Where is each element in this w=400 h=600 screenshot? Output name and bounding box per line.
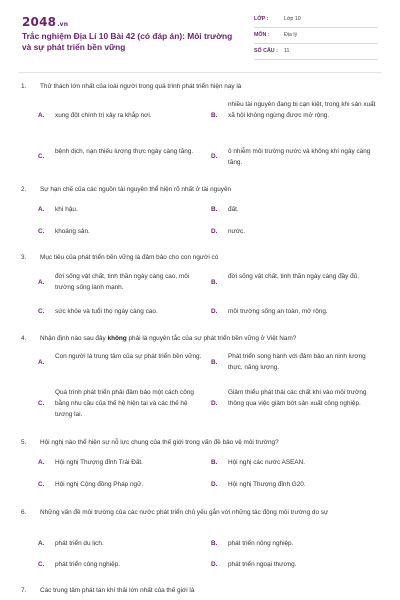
- option-letter: C.: [38, 308, 45, 315]
- option-text: đời sống vật chất, tinh thần ngày càng đầy đủ.: [228, 273, 360, 280]
- meta-value: Địa lý: [284, 32, 298, 38]
- question-text: Hội nghị nào thể hiện sự nỗ lực chung của thế giới trong vấn đề bảo vệ môi trường?: [40, 439, 279, 446]
- question-number: 1.: [21, 83, 27, 90]
- option-letter: B.: [211, 206, 218, 213]
- option-text: Hội nghị Thượng đỉnh G20.: [228, 481, 306, 488]
- question-text: Những vấn đề môi trường của các nước phát triển chủ yếu gắn với những tác động môi trường do sự: [40, 509, 329, 516]
- option-letter: D.: [211, 481, 218, 488]
- option-letter: A.: [38, 112, 45, 119]
- option-text: bệnh dịch, nạn thiếu lương thực ngày càng tăng.: [55, 148, 194, 155]
- page-title: Trắc nghiệm Địa Lí 10 Bài 42 (có đáp án): Môi trường và sự phát triển bền vững: [22, 31, 233, 52]
- option-letter: B.: [211, 112, 218, 119]
- site-logo[interactable]: [22, 15, 68, 29]
- option-letter: C.: [38, 481, 45, 488]
- option-letter: B.: [211, 540, 218, 547]
- logo-suffix: .vn: [57, 21, 69, 28]
- option-text: Phát triển song hành với đảm bảo an ninh lương thực, năng lượng.: [228, 353, 366, 371]
- option-text: khoáng sản.: [55, 228, 90, 235]
- option-letter: A.: [38, 540, 45, 547]
- option-text: Quá trình phát triển phải đảm bảo một cách công bằng nhu cầu của thế hệ hiện tại và các thế hệ tương lai.: [55, 389, 194, 418]
- question-number: 3.: [21, 254, 27, 261]
- option-letter: C.: [38, 153, 45, 160]
- option-letter: D.: [211, 561, 218, 568]
- logo-text: 2048: [22, 15, 57, 29]
- meta-row-count: [254, 46, 378, 60]
- option-text: Con người là trung tâm của sự phát triển bền vững.: [55, 353, 202, 360]
- question-text-part: phải là nguyên tắc của sự phát triển bền vững ở Việt Nam?: [126, 335, 297, 342]
- option-text: đời sống vật chất, tinh thần ngày càng cao, môi trường sống lành mạnh.: [55, 273, 190, 291]
- option-letter: C.: [38, 228, 45, 235]
- option-letter: A.: [38, 279, 45, 286]
- question-number: 5.: [21, 439, 27, 446]
- header-divider: [18, 72, 382, 73]
- question-emphasis: không: [107, 335, 127, 342]
- option-letter: A.: [38, 459, 45, 466]
- meta-value: 11: [284, 48, 290, 54]
- option-text: Hội nghị Thượng đỉnh Trái Đất.: [55, 459, 143, 466]
- option-text: nhiều tài nguyên đang bị cạn kiệt, trong khi sản xuất xã hội không ngừng được mở rộng.: [228, 101, 376, 119]
- option-text: sức khỏe và tuổi thọ ngày càng cao.: [55, 308, 158, 315]
- page-header: [0, 0, 400, 70]
- meta-row-class: [254, 14, 378, 28]
- option-text: nước.: [228, 228, 245, 235]
- option-letter: D.: [211, 308, 218, 315]
- meta-row-subject: [254, 30, 378, 44]
- option-text: phát triển công nghiệp.: [55, 561, 121, 568]
- question-text: [40, 333, 380, 344]
- option-letter: C.: [38, 561, 45, 568]
- question-number: 2.: [21, 186, 27, 193]
- option-letter: C.: [38, 400, 45, 407]
- question-text: Thử thách lớn nhất của loài người trong quá trình phát triển hiện nay là: [40, 83, 242, 90]
- meta-key: SỐ CÂU :: [254, 48, 278, 54]
- question-text-part: Nhận định nào sau đây: [40, 335, 108, 342]
- option-text: phát triển du lịch.: [55, 540, 104, 547]
- option-letter: A.: [38, 206, 45, 213]
- option-text: ô nhiễm môi trường nước và không khí ngày càng tăng.: [228, 148, 371, 166]
- meta-table: [254, 14, 378, 62]
- question-number: 6.: [21, 509, 27, 516]
- option-text: phát triển ngoại thương.: [228, 561, 297, 568]
- option-text: đất.: [228, 206, 239, 213]
- option-text: Giảm thiểu phát thải các chất khí vào môi trường thông qua việc giảm bớt sản xuất công nghiệp.: [228, 389, 367, 407]
- option-text: Hội nghị các nước ASEAN.: [228, 459, 306, 466]
- option-letter: B.: [211, 279, 218, 286]
- question-text: Sự hạn chế của các nguồn tài nguyên thể hiện rõ nhất ở tài nguyên: [40, 186, 232, 193]
- option-letter: A.: [38, 359, 45, 366]
- option-letter: D.: [211, 153, 218, 160]
- option-letter: B.: [211, 359, 218, 366]
- question-number: 4.: [21, 335, 27, 342]
- meta-key: LỚP :: [254, 16, 269, 22]
- meta-key: MÔN :: [254, 32, 270, 38]
- option-text: môi trường sống an toàn, mở rộng.: [228, 308, 328, 315]
- meta-value: Lớp 10: [284, 16, 301, 22]
- option-letter: B.: [211, 459, 218, 466]
- question-number: 7.: [21, 587, 27, 594]
- question-text: Các trung tâm phát tán khí thải lớn nhất của thế giới là: [40, 587, 195, 594]
- option-text: Hội nghị Cộng đồng Pháp ngữ.: [55, 481, 144, 488]
- option-text: phát triển nông nghiệp.: [228, 540, 294, 547]
- question-text: Mục tiêu của phát triển bền vững là đảm bảo cho con người có: [40, 254, 219, 261]
- option-letter: D.: [211, 228, 218, 235]
- option-text: xung đột chính trị xảy ra khắp nơi.: [55, 112, 152, 119]
- option-letter: D.: [211, 400, 218, 407]
- option-text: khí hậu.: [55, 206, 78, 213]
